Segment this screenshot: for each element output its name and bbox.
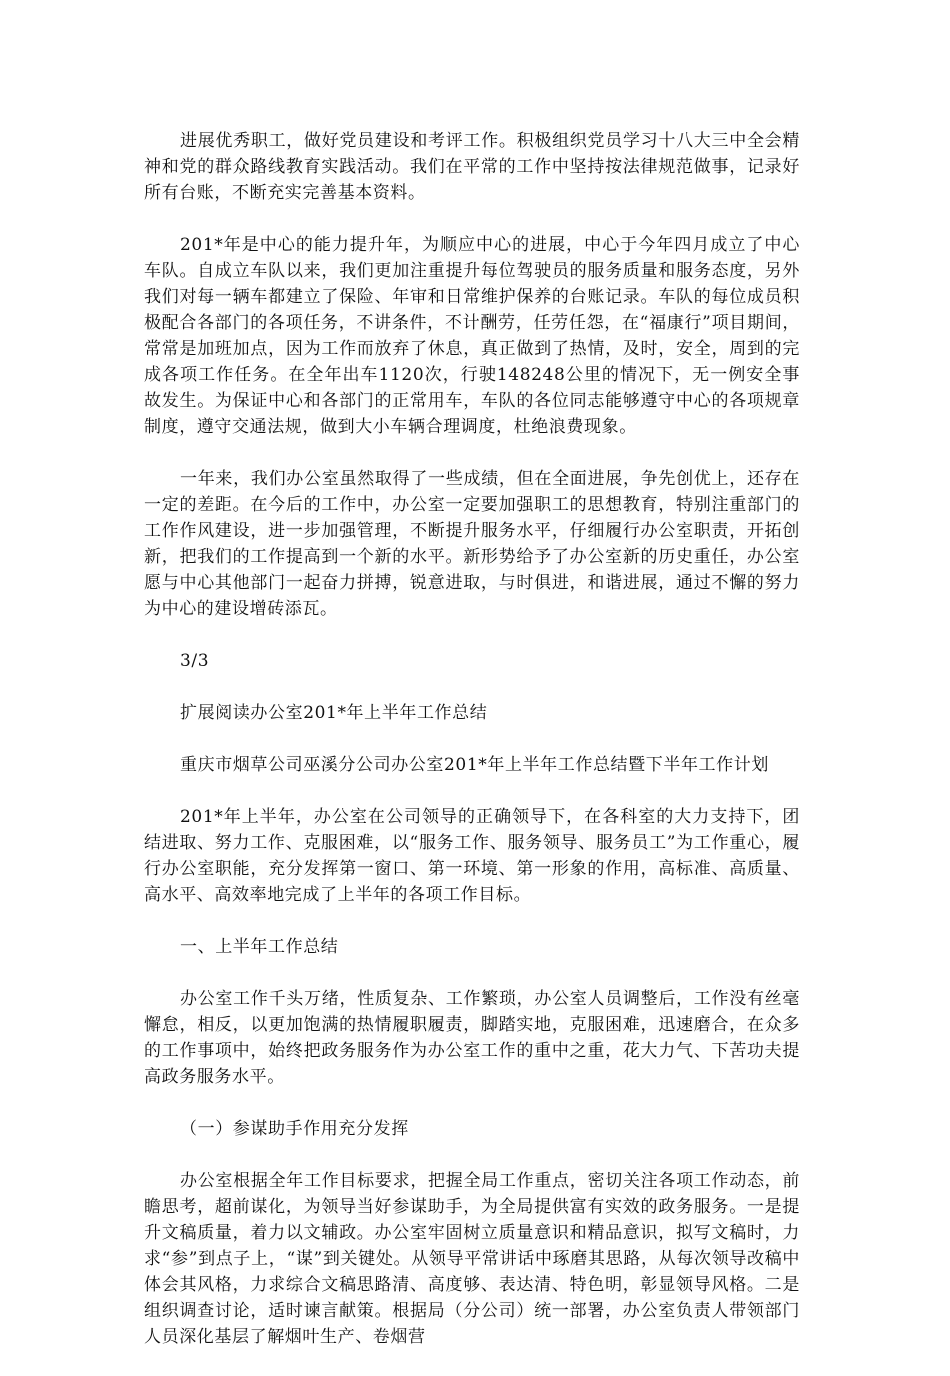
paragraph: 办公室工作千头万绪，性质复杂、工作繁琐，办公室人员调整后，工作没有丝毫懈怠，相反，以更加饱满的热情履职履责，脚踏实地，克服困难，迅速磨合，在众多的工作事项中，始终把政务服务作为办公室工作的重中之重，花大力气、下苦功夫提高政务服务水平。 bbox=[144, 989, 800, 1087]
section-heading: 一、上半年工作总结 bbox=[180, 937, 339, 957]
document-body bbox=[144, 128, 800, 1376]
document-title: 重庆市烟草公司巫溪分公司办公室201*年上半年工作总结暨下半年工作计划 bbox=[180, 755, 769, 775]
paragraph: 201*年上半年，办公室在公司领导的正确领导下，在各科室的大力支持下，团结进取、努力工作、克服困难，以“服务工作、服务领导、服务员工”为工作重心，履行办公室职能，充分发挥第一窗口、第一环境、第一形象的作用，高标准、高质量、高水平、高效率地完成了上半年的各项工作目标。 bbox=[144, 807, 800, 905]
page-number: 3/3 bbox=[180, 651, 210, 671]
section-title: 扩展阅读办公室201*年上半年工作总结 bbox=[180, 703, 488, 723]
paragraph: 201*年是中心的能力提升年，为顺应中心的进展，中心于今年四月成立了中心车队。自成立车队以来，我们更加注重提升每位驾驶员的服务质量和服务态度，另外我们对每一辆车都建立了保险、年审和日常维护保养的台账记录。车队的每位成员积极配合各部门的各项任务，不讲条件，不计酬劳，任劳任怨，在“福康行”项目期间，常常是加班加点，因为工作而放弃了休息，真正做到了热情，及时，安全，周到的完成各项工作任务。在全年出车1120次，行驶148248公里的情况下，无一例安全事故发生。为保证中心和各部门的正常用车，车队的各位同志能够遵守中心的各项规章制度，遵守交通法规，做到大小车辆合理调度，杜绝浪费现象。 bbox=[144, 235, 800, 437]
paragraph: 一年来，我们办公室虽然取得了一些成绩，但在全面进展，争先创优上，还存在一定的差距。在今后的工作中，办公室一定要加强职工的思想教育，特别注重部门的工作作风建设，进一步加强管理，不断提升服务水平，仔细履行办公室职责，开拓创新，把我们的工作提高到一个新的水平。新形势给予了办公室新的历史重任，办公室愿与中心其他部门一起奋力拼搏，锐意进取，与时俱进，和谐进展，通过不懈的努力为中心的建设增砖添瓦。 bbox=[144, 469, 800, 619]
subsection-heading: （一）参谋助手作用充分发挥 bbox=[180, 1119, 409, 1139]
paragraph: 办公室根据全年工作目标要求，把握全局工作重点，密切关注各项工作动态，前瞻思考，超前谋化，为领导当好参谋助手，为全局提供富有实效的政务服务。一是提升文稿质量，着力以文辅政。办公室牢固树立质量意识和精品意识，拟写文稿时，力求“参”到点子上，“谋”到关键处。从领导平常讲话中琢磨其思路，从每次领导改稿中体会其风格，力求综合文稿思路清、高度够、表达清、特色明，彰显领导风格。二是组织调查讨论，适时谏言献策。根据局（分公司）统一部署，办公室负责人带领部门人员深化基层了解烟叶生产、卷烟营 bbox=[144, 1171, 800, 1347]
paragraph: 进展优秀职工，做好党员建设和考评工作。积极组织党员学习十八大三中全会精神和党的群众路线教育实践活动。我们在平常的工作中坚持按法律规范做事，记录好所有台账，不断充实完善基本资料。 bbox=[144, 131, 800, 203]
